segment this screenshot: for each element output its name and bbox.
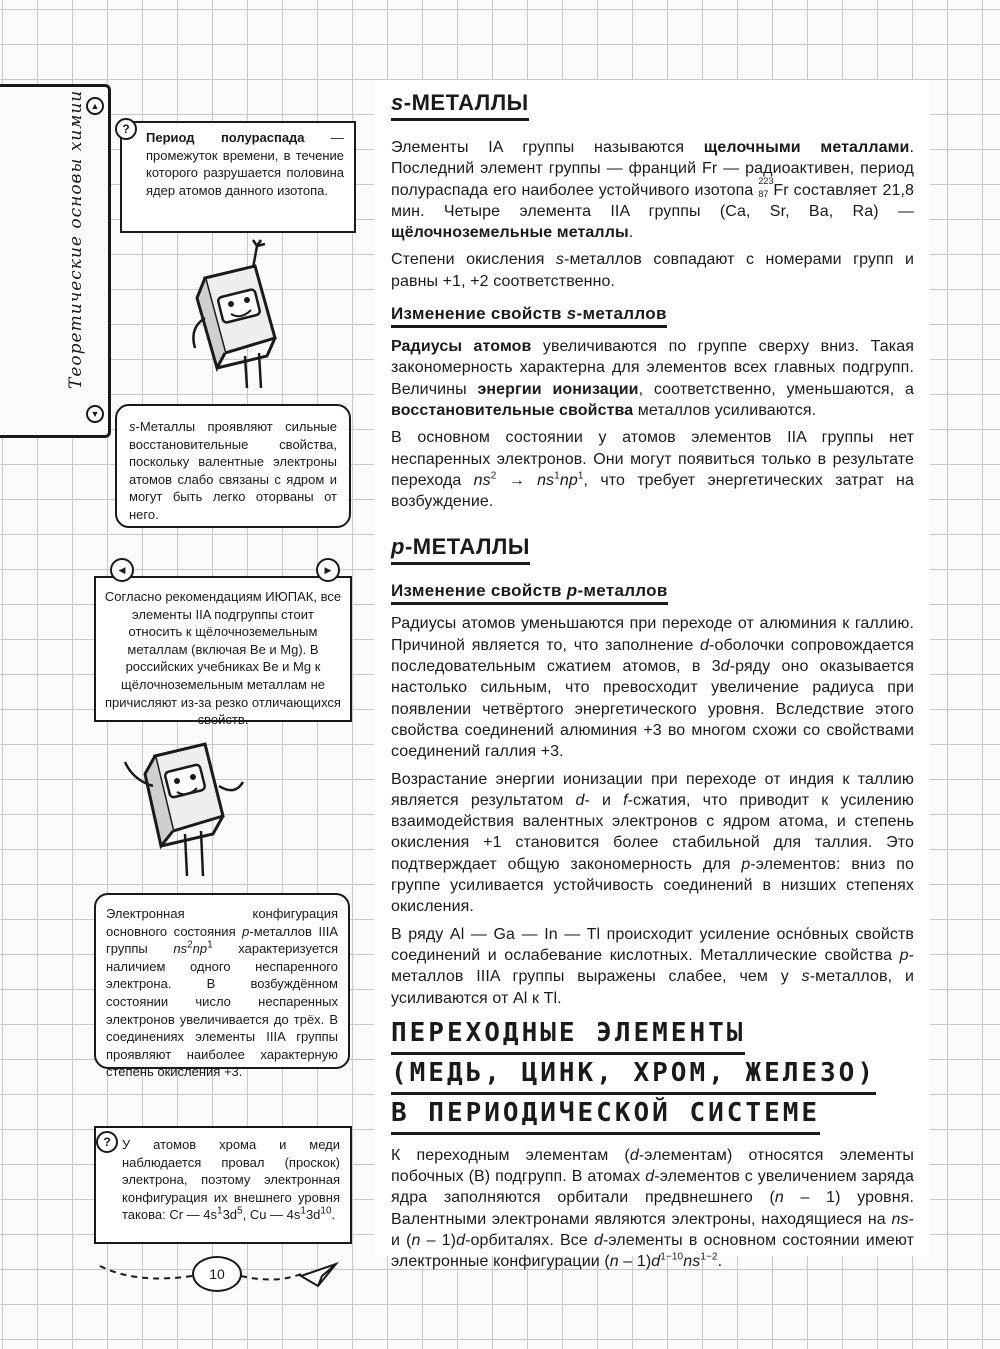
italic-symbol: d [629,1146,639,1164]
italic-symbol: 223 [758,175,774,186]
text-run: -элементов с увеличением заряда ядра заполняются орбитали предвнешнего ( [391,1168,914,1207]
text-run: - и [584,791,624,809]
text-run: -металлов [577,581,668,601]
book-mascot-icon [175,238,325,398]
up-arrow-icon: ▲ [86,97,104,115]
text-run: Элементы IA группы называются [391,139,704,156]
italic-symbol: f [623,791,628,809]
text-run: → [496,471,538,489]
text-run: К переходным элементам ( [391,1146,630,1164]
text-run: -металлов [576,304,667,324]
down-arrow-icon: ▼ [86,405,104,423]
superscript: 1 [577,470,584,482]
superscript: 1−10 [660,1251,684,1263]
paragraph [391,427,914,512]
note-text: Электронная конфигурация основного состояния [106,906,338,939]
prev-arrow-icon: ◀ [110,558,134,582]
italic-symbol: d [720,658,730,676]
book-mascot-thumb-icon [115,736,265,886]
note-cr-cu [94,1126,352,1244]
paragraph [391,769,914,918]
title-text: -МЕТАЛЛЫ [404,534,530,560]
text-run: . [628,224,634,242]
italic-symbol: ns [683,1253,701,1271]
text-run: Изменение свойств [391,581,567,601]
text-run: -оболочки сопровождается последовательным сжатием атомов, в 3 [391,636,914,676]
text-run: -элементам) относятся элементы побочных (B) подгрупп. В атомах [391,1146,914,1186]
text-run: -металлов IIIA группы выражены слабее, чем у [391,946,914,986]
next-arrow-icon: ▶ [316,558,340,582]
italic-symbol: p [741,855,751,873]
superscript: 5 [237,1206,243,1218]
section-title-s-metals [391,90,529,121]
text-run: -металлов, и усиливаются от Al к Tl. [391,968,914,1007]
text-run: – 1) уровня. Валентными электронами являются электроны, находящиеся на [391,1189,915,1228]
lightbulb-icon: ? [115,118,137,140]
chapter-tab: ▲ Теоретические основы химии ▼ [0,84,111,438]
paragraph [391,336,914,421]
superscript: 1−2 [700,1251,718,1263]
italic-symbol: d [575,791,585,809]
text-run: Fr [773,181,789,199]
text-run: -элементов: вниз по группе усиливается устойчивость соединений в низших степенях окисления. [391,855,914,916]
note-text: — промежуток времени, в течение которого разрушается половина ядер атомов данного изотопа. [146,130,344,198]
big-title-line: ПЕРЕХОДНЫЕ ЭЛЕМЕНТЫ [391,1015,745,1055]
big-title-line: В ПЕРИОДИЧЕСКОЙ СИСТЕМЕ [391,1095,820,1135]
text-run: увеличиваются по группе сверху вниз. Такая закономерность характерна для элементов всех главных подгрупп. Величины [391,338,914,398]
note-text: . [331,1207,336,1223]
section-title-p-metals [391,534,530,565]
main-content [374,80,930,1271]
text-run: В ряду Al — Ga — In — Tl происходит усиление осно́вных свойств соединений и ослабевание кислотных. Металлические свойства [391,925,914,964]
text-run: . Последний элемент группы — франций Fr — радиоактивен, период полураспада его наиболее устойчивого изотопа [391,139,914,199]
text-run: -элементы в основном состоянии имеют электронные конфигурации ( [391,1231,915,1271]
text-run: -орбиталях. Все [465,1231,594,1249]
note-iupac [94,576,352,728]
subsection-title-s-metals [391,304,667,328]
note-text: -Металлы проявляют сильные восстановительные свойства, поскольку валентные электроны атомов слабо связаны с ядром и могут быть легко оторваны от него. [129,419,337,522]
paragraph [391,924,914,1009]
italic-symbol: p [566,581,578,601]
text-run: составляет 21,8 мин. Четыре элемента IIA группы (Ca, Sr, Ba, Ra) — [391,181,914,220]
title-italic: s [391,90,404,115]
superscript: 10 [320,1206,332,1218]
text-run: . [717,1253,723,1271]
paragraph [391,137,914,243]
title-italic: p [391,534,405,560]
italic-symbol: d [645,1168,655,1186]
text-run: Степени окисления [391,251,556,269]
text-run: Возрастание энергии ионизации при переходе от индия к таллию является результатом [391,770,914,809]
note-term: Период полураспада [146,130,305,145]
note-p-metals-bubble [94,893,350,1080]
note-italic: ns [173,941,188,957]
italic-symbol: n [774,1189,784,1207]
superscript: 2 [490,470,497,482]
superscript: 1 [300,1206,306,1218]
note-half-life [120,121,356,233]
text-run: -ряду оно оказывается настолько сильным, что превосходит увеличение радиуса при появлении четвёртого энергетического уровня. Вследствие этого свойства соединений алюминия +3 во многом схожи со свойствами соединений галлия +3. [391,658,915,761]
text-run: -сжатия, что приводит к усилению взаимодействия валентных электронов с ядром атома, и степень окисления +1 становится более стабильной для таллия. Это подтверждает общую закономерность для [391,791,914,873]
note-text: Согласно рекомендациям ИЮПАК, все элементы IIA подгруппы стоит относить к щёлочноземельным металлам (включая Be и Mg). В российских учебниках Be и Mg к щёлочноземельным металлам не причисляют из-за резко отличающихся свойств. [104,589,342,728]
text-run: , что требует энергетических затрат на возбуждение. [391,471,914,511]
bold-term: энергии ионизации [477,380,639,398]
text-run: – 1) [420,1231,457,1249]
italic-symbol: d [700,636,710,654]
subsection-title-p-metals [391,581,668,605]
note-text: 3d [222,1207,238,1223]
text-run: - и ( [391,1210,914,1249]
note-italic: p [242,923,250,939]
text-run: металлов усиливаются. [633,401,817,419]
superscript: 1 [217,1206,223,1218]
text-run: -металлов совпадают с номерами групп и равны +1, +2 соответственно. [391,251,914,290]
italic-symbol: s [555,251,565,269]
italic-symbol: ns [537,471,555,489]
note-s-metals-bubble [115,404,351,528]
text-run: Изменение свойств [391,304,567,324]
note-text: 3d [305,1207,321,1223]
superscript: 2 [187,939,193,951]
bold-term: щелочными металлами [703,139,910,156]
italic-symbol: s [566,304,577,324]
note-text: характеризуется наличием одного неспаренного электрона. В возбуждённом состоянии число неспаренных электронов увеличивается до трёх. В соединениях элементы IIIA группы проявляют наиболее характерную степень окисления +3. [106,941,338,1080]
lightbulb-icon: ? [96,1131,118,1153]
superscript: 1 [554,470,560,482]
italic-symbol: s [801,968,810,986]
italic-symbol: d [456,1231,466,1249]
paragraph [391,249,914,292]
big-title-line: (МЕДЬ, ЦИНК, ХРОМ, ЖЕЛЕЗО) [391,1055,876,1095]
note-text: , Cu — 4s [242,1207,301,1223]
note-text: У атомов хрома и меди наблюдается провал (проскок) электрона, поэтому электронная конфигурация их внешнего уровня такова: Cr — 4s [122,1137,340,1223]
note-text: -металлов IIIA группы [106,923,338,957]
italic-symbol: ns [473,471,491,489]
title-text: -МЕТАЛЛЫ [403,90,529,115]
text-run: В основном состоянии у атомов элементов IIA группы нет неспаренных электронов. Они могут появиться только в результате перехода [391,429,914,489]
italic-symbol: p [899,946,909,964]
note-italic: np [192,941,208,957]
bold-term: восстановительные свойства [391,401,634,419]
italic-symbol: d [651,1253,661,1271]
italic-symbol: d [593,1231,603,1249]
paragraph [391,1145,914,1273]
italic-symbol: 87 [758,188,769,199]
superscript: 1 [207,939,213,951]
text-run: – 1) [618,1253,652,1271]
big-section-title [391,1015,914,1135]
italic-symbol: ns [891,1210,909,1228]
isotope-notation [758,175,774,199]
italic-symbol: n [609,1253,619,1271]
bold-term: Радиусы атомов [391,338,532,356]
text-run: , соответственно, уменьшаются, а [638,380,914,398]
note-italic: s [129,419,136,434]
page-number: 10 [192,1256,242,1292]
italic-symbol: np [559,471,578,489]
text-run: Радиусы атомов уменьшаются при переходе от алюминия к галлию. Причиной является то, что заполнение [391,615,914,654]
paragraph [391,613,914,762]
bold-term: щёлочноземельные металлы [391,224,629,242]
italic-symbol: n [411,1231,421,1249]
